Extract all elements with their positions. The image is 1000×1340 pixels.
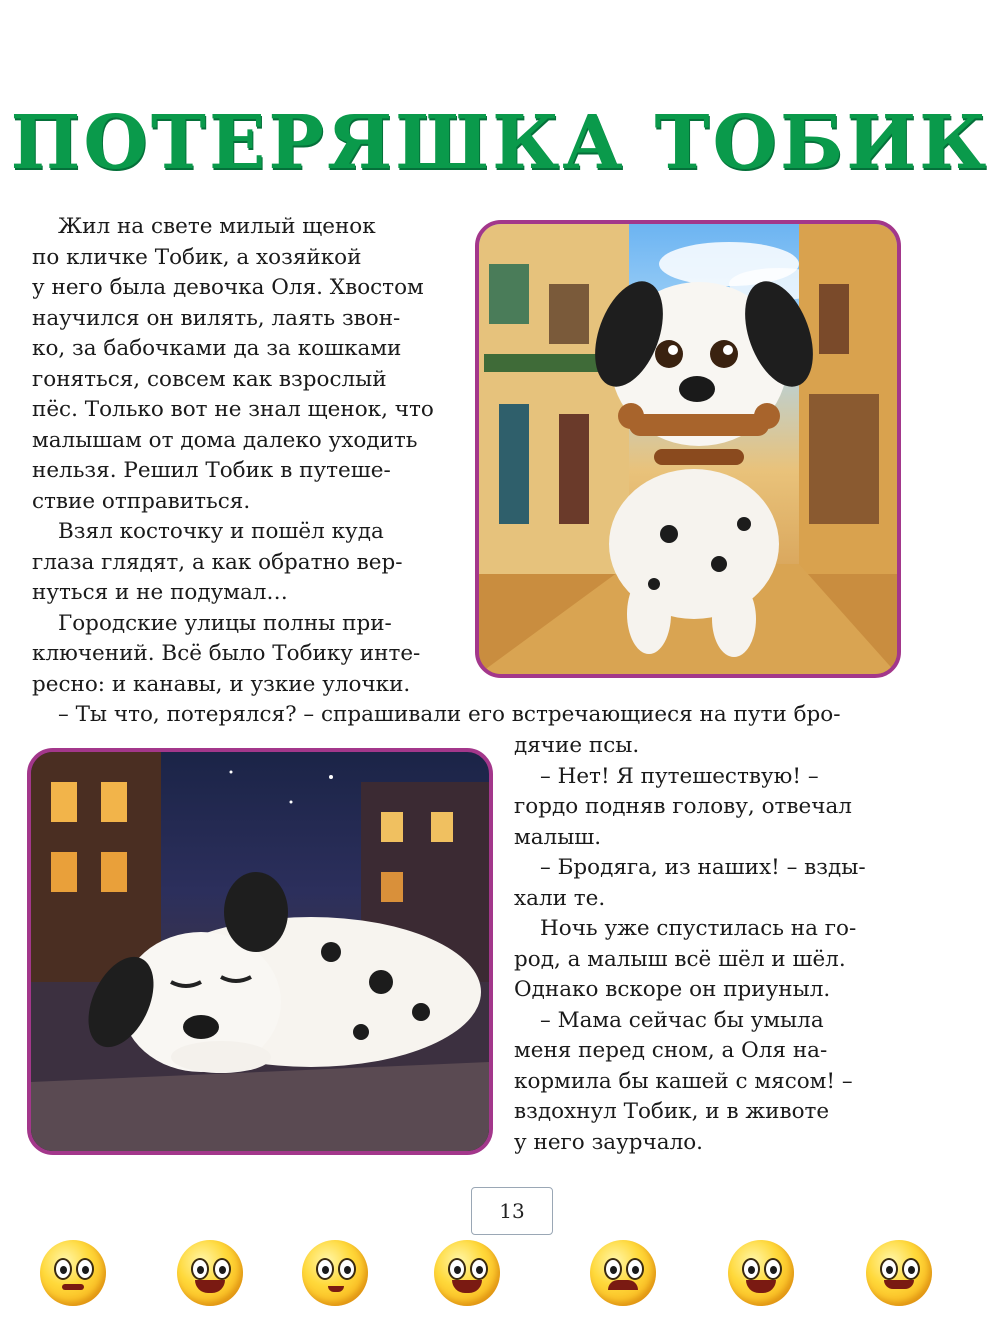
street-scene-svg: [479, 224, 897, 674]
text-line: ключений. Всё было Тобику инте-: [32, 641, 421, 666]
story-text-right: [514, 731, 964, 1158]
text-line: Ночь уже спустилась на го-: [540, 916, 857, 941]
text-line: у него была девочка Оля. Хвостом: [32, 275, 424, 300]
text-line: Жил на свете милый щенок: [58, 214, 376, 239]
text-line: – Бродяга, из наших! – взды-: [540, 855, 866, 880]
text-line: – Нет! Я путешествую! –: [540, 763, 819, 789]
waving-emoji-icon: [866, 1240, 932, 1306]
story-text-left: [32, 212, 462, 700]
text-line: вздохнул Тобик, и в животе: [514, 1099, 830, 1124]
thinking-emoji-icon: [40, 1240, 106, 1306]
text-line: нельзя. Решил Тобик в путеше-: [32, 458, 391, 483]
story-text-wide: [32, 700, 932, 731]
page-number: 13: [471, 1187, 553, 1235]
laughing-emoji-icon: [177, 1240, 243, 1306]
night-scene-svg: [31, 752, 489, 1151]
text-line: глаза глядят, а как обратно вер-: [32, 549, 403, 575]
text-line: гоняться, совсем как взрослый: [32, 366, 387, 392]
puppy-sleeping-illustration: [27, 748, 493, 1155]
text-line: хали те.: [514, 885, 606, 911]
text-line: гордо подняв голову, отвечал: [514, 794, 852, 819]
sign-holding-emoji-icon: [434, 1240, 500, 1306]
text-line: ко, за бабочками да за кошками: [32, 336, 402, 361]
text-line: Городские улицы полны при-: [58, 610, 392, 636]
text-line: кормила бы кашей с мясом! –: [514, 1068, 853, 1094]
text-line: меня перед сном, а Оля на-: [514, 1038, 828, 1063]
text-line: малышам от дома далеко уходить: [32, 427, 418, 453]
text-line: Взял косточку и пошёл куда: [58, 519, 384, 544]
text-line: нуться и не подумал…: [32, 580, 288, 605]
worried-emoji-icon: [590, 1240, 656, 1306]
text-line: ресно: и канавы, и узкие улочки.: [32, 671, 411, 697]
text-line: малыш.: [514, 824, 602, 850]
puppy-walking-illustration: [475, 220, 901, 678]
text-line: дячие псы.: [514, 733, 640, 758]
pondering-emoji-icon: [302, 1240, 368, 1306]
text-line: – Мама сейчас бы умыла: [540, 1007, 824, 1033]
text-line: Однако вскоре он приуныл.: [514, 977, 831, 1002]
page-title: ПОТЕРЯШКА ТОБИК: [10, 100, 990, 186]
text-line: у него заурчало.: [514, 1129, 704, 1155]
thumbs-up-emoji-icon: [728, 1240, 794, 1306]
text-line: – Ты что, потерялся? – спрашивали его встречающиеся на пути бро-: [58, 702, 841, 727]
text-line: род, а малыш всё шёл и шёл.: [514, 946, 846, 972]
text-line: пёс. Только вот не знал щенок, что: [32, 397, 434, 422]
text-line: научился он вилять, лаять звон-: [32, 305, 401, 331]
text-line: ствие отправиться.: [32, 488, 251, 514]
text-line: по кличке Тобик, а хозяйкой: [32, 244, 362, 270]
